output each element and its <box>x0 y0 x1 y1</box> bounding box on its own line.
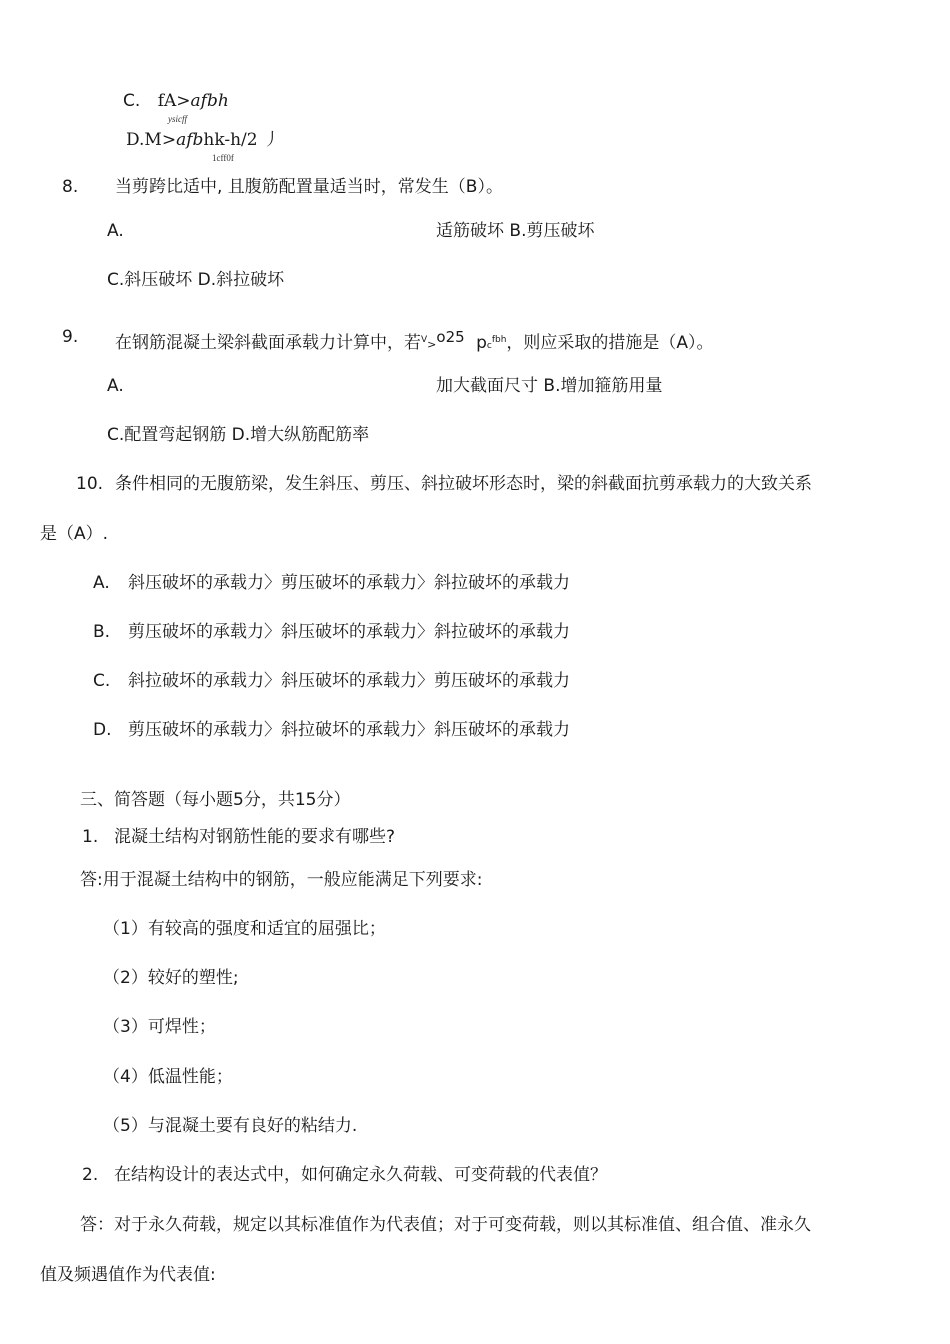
short-answer-1-number: 1. <box>82 827 99 847</box>
formula-c-lhs: fA> <box>157 91 191 111</box>
question-9-symbol-v: V <box>421 335 428 345</box>
question-10-option-text: 斜压破坏的承载力〉剪压破坏的承载力〉斜拉破坏的承载力 <box>128 573 570 593</box>
formula-d-subscript: 1cff0f <box>212 153 234 163</box>
question-8-option-a-label: A. <box>107 221 124 241</box>
question-10-option-label: D. <box>93 720 112 740</box>
question-8-options-ab: 适筋破坏 B.剪压破坏 <box>436 221 595 241</box>
formula-d-rhs: afb <box>176 130 204 150</box>
question-9-symbol-gt: > <box>427 338 437 351</box>
answer-1-item: （2）较好的塑性; <box>103 968 239 988</box>
question-9-number: 9. <box>62 327 79 347</box>
question-10-option-text: 剪压破坏的承载力〉斜拉破坏的承载力〉斜压破坏的承载力 <box>128 720 570 740</box>
short-answer-1-answer: 答:用于混凝土结构中的钢筋，一般应能满足下列要求: <box>80 870 483 890</box>
question-10-option-label: C. <box>93 671 111 691</box>
question-9-text-pre: 在钢筋混凝土梁斜截面承载力计算中，若 <box>115 333 421 353</box>
section-3-heading: 三、简答题（每小题5分，共15分） <box>80 790 351 810</box>
question-9-option-a-label: A. <box>107 376 124 396</box>
formula-d-label: D.M> <box>126 130 177 150</box>
question-9-options-ab: 加大截面尺寸 B.增加箍筋用量 <box>436 376 663 396</box>
short-answer-2-answer: 答：对于永久荷载，规定以其标准值作为代表值；对于可变荷载，则以其标准值、组合值、准永久 <box>80 1215 811 1235</box>
question-9-text-post: ，则应采取的措施是（A）。 <box>506 333 714 353</box>
short-answer-2-question: 在结构设计的表达式中，如何确定永久荷载、可变荷载的代表值？ <box>114 1165 607 1185</box>
formula-c <box>123 90 229 112</box>
question-10-option-label: B. <box>93 622 111 642</box>
answer-1-item: （5）与混凝土要有良好的粘结力. <box>103 1116 358 1136</box>
question-8-number: 8. <box>62 177 79 197</box>
formula-c-rhs: afbh <box>190 91 229 111</box>
question-10-text: 条件相同的无腹筋梁，发生斜压、剪压、斜拉破坏形态时，梁的斜截面抗剪承载力的大致关系 <box>115 474 812 494</box>
question-8-text: 当剪跨比适中, 且腹筋配置量适当时，常发生（B）。 <box>115 177 503 197</box>
question-10-number: 10. <box>76 474 104 494</box>
question-9-symbol-fbh: fbh <box>491 335 507 345</box>
question-9-symbol-c: c <box>486 341 492 351</box>
short-answer-2-answer-continued: 值及频遇值作为代表值: <box>40 1265 216 1285</box>
formula-c-label: C. <box>123 91 141 111</box>
answer-1-item: （1）有较高的强度和适宜的屈强比； <box>103 919 386 939</box>
formula-c-subscript: ysicff <box>168 114 187 124</box>
answer-1-item: （3）可焊性； <box>103 1017 216 1037</box>
question-9-symbol-o25: o25 <box>436 328 465 346</box>
question-10-option-text: 斜拉破坏的承载力〉斜压破坏的承载力〉剪压破坏的承载力 <box>128 671 570 691</box>
question-9-options-cd: C.配置弯起钢筋 D.增大纵筋配筋率 <box>107 425 370 445</box>
question-9-text <box>115 326 714 357</box>
question-10-option-label: A. <box>93 573 110 593</box>
formula-d <box>126 129 280 151</box>
question-10-text-continued: 是（A）. <box>40 524 109 544</box>
short-answer-2-number: 2. <box>82 1165 99 1185</box>
question-9-symbol-p: p <box>476 333 487 353</box>
question-10-option-text: 剪压破坏的承载力〉斜压破坏的承载力〉斜拉破坏的承载力 <box>128 622 570 642</box>
short-answer-1-question: 混凝土结构对钢筋性能的要求有哪些? <box>114 827 396 847</box>
answer-1-item: （4）低温性能； <box>103 1067 233 1087</box>
question-8-options-cd: C.斜压破坏 D.斜拉破坏 <box>107 270 285 290</box>
formula-d-tail: hk-h/2 丿 <box>203 130 280 150</box>
